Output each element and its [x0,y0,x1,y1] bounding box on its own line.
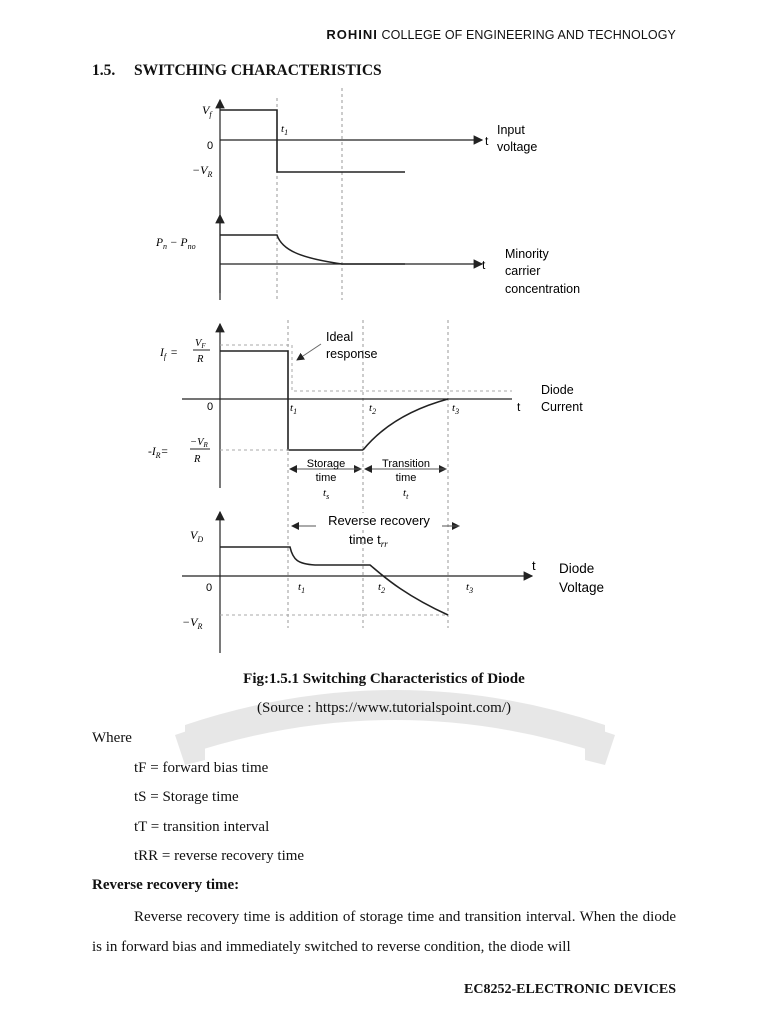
time-axis-label: t [532,558,536,573]
carrier-label: carrier [505,264,541,278]
trr-label: time $t_{rr}$ [349,532,388,549]
vd-label: $V_D$ [190,528,204,544]
minority-label: Minority [505,247,549,261]
section-number: 1.5. [92,62,116,79]
reverse-recovery-label: Reverse recovery [328,513,430,528]
switching-characteristics-figure [130,88,632,662]
vf-label: $V_f$ [202,103,212,119]
t3-label: $t_3$ [466,581,474,595]
college-brand: ROHINI [326,27,378,42]
zero-label: 0 [206,582,213,594]
ideal-response-label-2: response [326,347,378,361]
ideal-response-label: Ideal [326,330,354,344]
storage-time-label-2: time [315,472,337,484]
page-footer: EC8252-ELECTRONIC DEVICES [464,982,676,997]
if-equation: $I_f$ = [160,347,178,361]
neg-vr-label: $-V_R$ [182,615,203,631]
diode-current-label-2: Current [541,400,583,414]
college-name: COLLEGE OF ENGINEERING AND TECHNOLOGY [377,28,676,42]
neg-vr-numerator: −VR [190,437,208,449]
time-axis-label: t [517,400,521,414]
transition-time-label: Transition [382,458,430,470]
input-voltage-label: Input [497,123,525,137]
transition-time-label-2: time [395,472,417,484]
ir-equation: $-I_R=$ [148,446,169,460]
definition-item: tF = forward bias time [134,760,269,776]
neg-vr-label: $-V_R$ [192,163,213,179]
zero-label: 0 [207,401,214,413]
diode-voltage-label-2: Voltage [559,580,605,595]
section-title: SWITCHING CHARACTERISTICS [134,62,382,79]
zero-label: 0 [207,140,214,152]
tt-label: $t_t$ [403,487,409,501]
definition-item: tT = transition interval [134,819,270,835]
diode-current-label: Diode [541,383,574,397]
time-axis-label: t [485,134,489,148]
time-axis-label: t [482,258,486,272]
storage-time-label: Storage [306,458,346,470]
concentration-label: concentration [505,282,581,296]
t1-label: $t_1$ [281,123,289,137]
figure-caption: Fig:1.5.1 Switching Characteristics of Diode [243,671,525,687]
r-denominator-2: R [194,454,201,465]
figure-source: (Source : https://www.tutorialspoint.com/) [257,700,511,716]
page-header [0,27,676,42]
definition-item: tRR = reverse recovery time [134,848,305,864]
t2-label: $t_2$ [369,402,377,416]
where-label: Where [92,730,132,746]
ts-label: $t_s$ [323,487,330,501]
body-paragraph: Reverse recovery time is addition of storage time and transition interval. When the diode is in forward bias and immediately switched to reverse condition, the diode will [92,909,676,955]
subheading: Reverse recovery time: [92,877,240,893]
pn-pno-label: $P_n - P_{no}$ [156,237,196,251]
t3-label: $t_3$ [452,402,460,416]
r-denominator: R [197,354,204,365]
input-voltage-label-2: voltage [497,140,538,154]
t2-label: $t_2$ [378,581,386,595]
vf-numerator: VF [195,338,206,350]
t1-label: $t_1$ [290,402,298,416]
section-heading [92,62,382,80]
diode-voltage-label: Diode [559,561,595,576]
t1-label: $t_1$ [298,581,306,595]
definition-item: tS = Storage time [134,789,239,805]
